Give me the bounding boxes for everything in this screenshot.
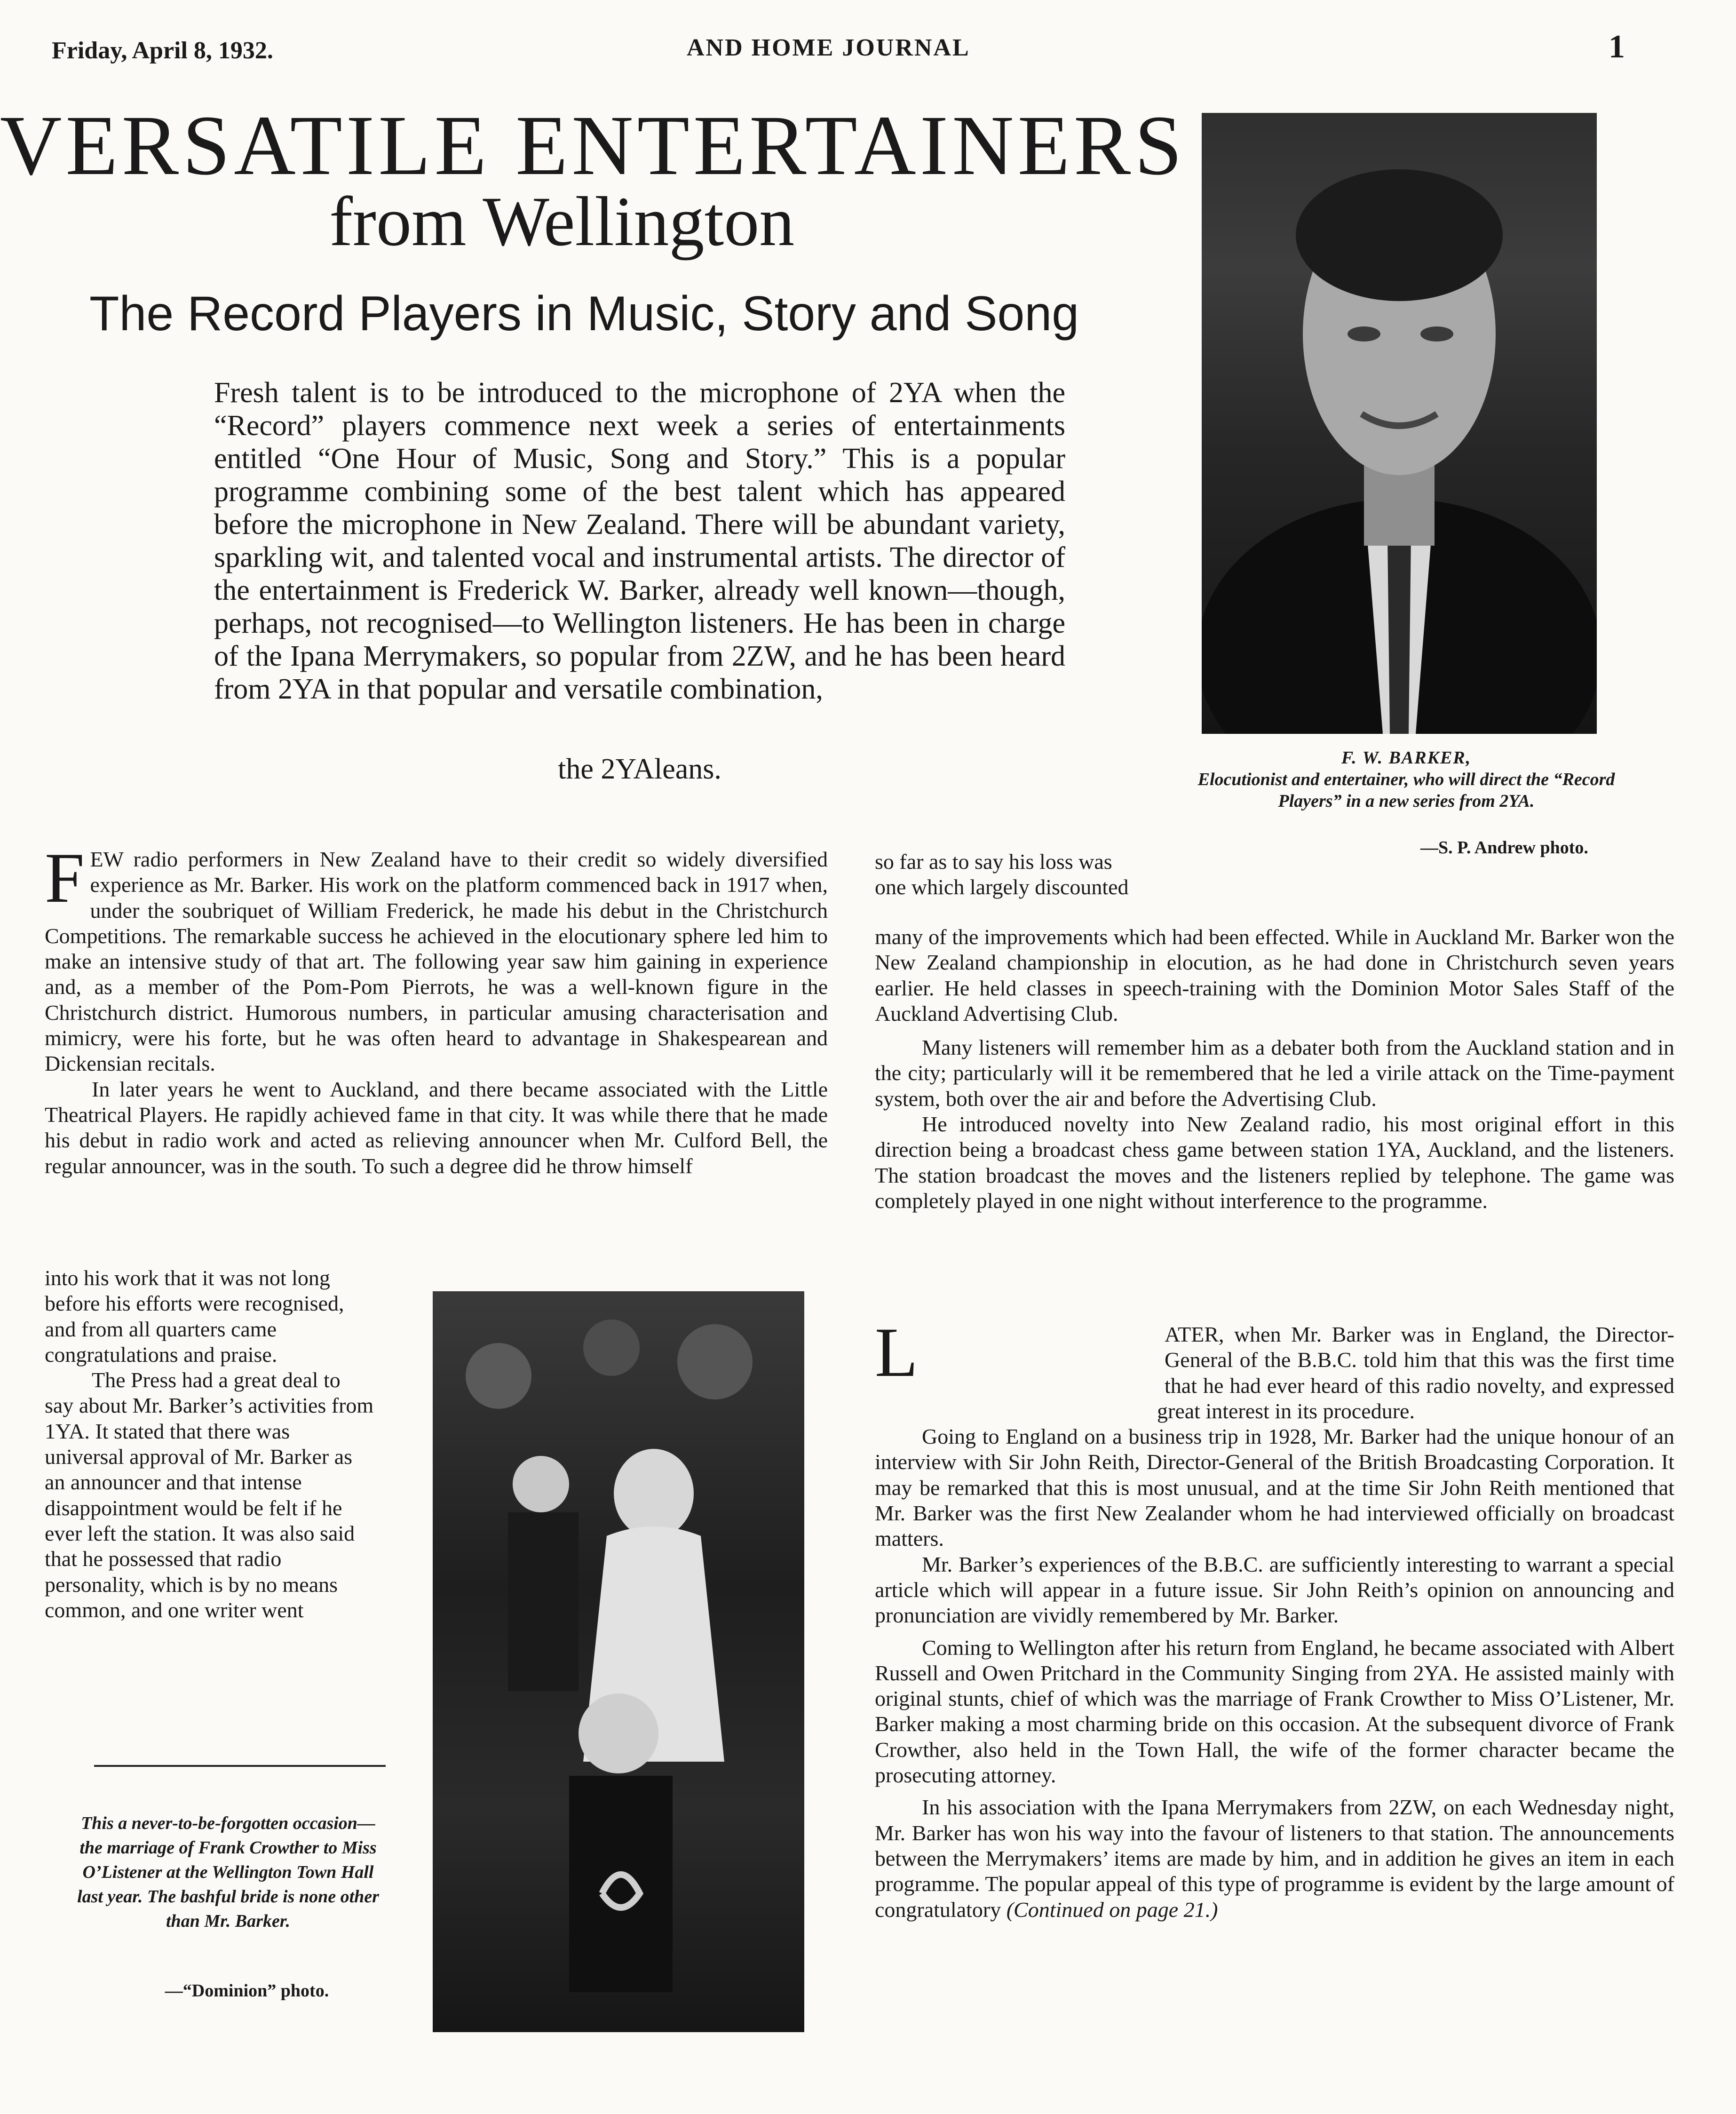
portrait-caption-text: Elocutionist and entertainer, who will direct the “Record Players” in a new series from 2YA. xyxy=(1197,770,1615,811)
article-column-left-narrow xyxy=(45,1265,374,1623)
portrait-credit: —S. P. Andrew photo. xyxy=(1420,838,1588,858)
continued-note: (Continued on page 21.) xyxy=(1006,1897,1218,1922)
article-paragraph-r4: ATER, when Mr. Barker was in England, the Director-General of the B.B.C. told him that this was the first time that he had ever heard of this radio novelty, and expressed great interest in its procedure. xyxy=(1157,1322,1674,1423)
drop-cap-f: F xyxy=(45,838,85,917)
headline-main: VERSATILE ENTERTAINERS xyxy=(0,98,1186,193)
issue-date: Friday, April 8, 1932. xyxy=(52,37,273,64)
article-paragraph-r6: Mr. Barker’s experiences of the B.B.C. are sufficiently interesting to warrant a special article which will appear in a future issue. Sir John Reith’s opinion on announcing and pronunciation are vividly remembered by Mr. Barker. xyxy=(875,1552,1674,1628)
portrait-photo xyxy=(1202,113,1597,734)
article-paragraph-2: In later years he went to Auckland, and there became associated with the Little Theatrical Players. He rapidly achieved fame in that city. It was while there that he made his debut in radio work and acted as relieving announcer when Mr. Culford Bell, the regular announcer, was in the south. To such a degree did he throw himself xyxy=(45,1077,828,1178)
article-column-right-bottom: L ATER, when Mr. Barker was in England, the Director-General of the B.B.C. told him that this was the first time that he had ever heard of this radio novelty, and expressed great interest in its procedure. Going to England on a business trip in 1928, Mr. Barker had the unique honour of an interview with Sir John Reith, Director-General of the British Broadcasting Corporation. It may be remarked that this is most unusual, and at the time Sir John Reith mentioned that Mr. Barker was the first New Zealander whom he had interviewed officially on broadcast matters. Mr. Barker’s experiences of the B.B.C. are sufficiently interesting to warrant a special article which will appear in a future issue. Sir John Reith’s opinion on announcing and pronunciation are vividly remembered by Mr. Barker. Coming to Wellington after his return from England, he became associated with Albert Russell and Owen Pritchard in the Community Singing from 2YA. He assisted mainly with original stunts, chief of which was the marriage of Frank Crowther to Miss O’Listener, Mr. Barker making a most charming bride on this occasion. At the subsequent divorce of Frank Crowther, also held in the Town Hall, the wife of the former character became the prosecuting attorney. In his association with the Ipana Merrymakers from 2ZW, on each Wednesday night, Mr. Barker has won his way into the favour of listeners to that station. The announcements between the Merrymakers’ items are made by him, and in addition he gives an item in each programme. The popular appeal of this type of programme is evident by the large amount of congratulatory (Continued on page 21.) xyxy=(875,1313,1674,1922)
article-right-short: so far as to say his loss was one which largely discounted xyxy=(875,850,1129,899)
headline-sub: from Wellington xyxy=(329,183,795,261)
article-paragraph-3: The Press had a great deal to say about Mr. Barker’s activities from 1YA. It stated that there was universal approval of Mr. Barker as an announcer and that intense disappointment would be felt if he ever left the station. It was also said that he possessed that radio personality, which is by no means common, and one writer went xyxy=(45,1368,374,1622)
article-paragraph-r8: In his association with the Ipana Merrymakers from 2ZW, on each Wednesday night, Mr. Barker has won his way into the favour of listeners to that station. The announcements between the Merrymakers’ items are made by him, and in addition he gives an item in each programme. The popular appeal of this type of programme is evident by the large amount of congratulatory xyxy=(875,1795,1674,1922)
intro-paragraph: Fresh talent is to be introduced to the microphone of 2YA when the “Record” players commence next week a series of entertainments entitled “One Hour of Music, Song and Story.” This is a popular programme combining some of the best talent which has appeared before the microphone in New Zealand. There will be abundant variety, sparkling wit, and talented vocal and instrumental artists. The director of the entertainment is Frederick W. Barker, already well known—though, perhaps, not recognised—to Wellington listeners. He has been in charge of the Ipana Merrymakers, so popular from 2ZW, and he has been heard from 2YA in that popular and versatile combination, xyxy=(214,377,1065,705)
journal-name: AND HOME JOURNAL xyxy=(687,34,970,61)
caption-divider xyxy=(94,1765,386,1767)
article-paragraph-r3: He introduced novelty into New Zealand radio, his most original effort in this direction being a broadcast chess game between station 1YA, Auckland, and the listeners. The station broadcast the moves and the listeners replied by telephone. The game was completely played in one night without interference to the programme. xyxy=(875,1112,1674,1213)
article-paragraph-1: EW radio performers in New Zealand have to their credit so widely diversified experience as Mr. Barker. His work on the platform commenced back in 1917 when, under the soubriquet of William Frederick, he made his debut in the Christchurch Competitions. The remarkable success he achieved in the elocutionary sphere led him to make an intensive study of that art. The following year saw him gaining in experience and, as a member of the Pom-Pom Pierrots, he was a well-known figure in the Christchurch district. Humorous numbers, in particular amusing characterisation and mimicry, were his forte, but he was often heard to advantage in Shakespearean and Dickensian recitals. xyxy=(45,847,828,1076)
portrait-caption xyxy=(1195,747,1618,812)
article-paragraph-2-cont: into his work that it was not long before his efforts were recognised, and from all quarters came congratulations and praise. xyxy=(45,1266,344,1367)
page-number: 1 xyxy=(1609,29,1625,65)
article-paragraph-r7: Coming to Wellington after his return from England, he became associated with Albert Russell and Owen Pritchard in the Community Singing from 2YA. He assisted mainly with original stunts, chief of which was the marriage of Frank Crowther to Miss O’Listener, Mr. Barker making a most charming bride on this occasion. At the subsequent divorce of Frank Crowther, also held in the Town Hall, the wife of the former character became the prosecuting attorney. xyxy=(875,1635,1674,1788)
article-paragraph-r5: Going to England on a business trip in 1928, Mr. Barker had the unique honour of an interview with Sir John Reith, Director-General of the British Broadcasting Corporation. It may be remarked that this is most unusual, and at the time Sir John Reith mentioned that Mr. Barker was the first New Zealander whom he had interviewed officially on broadcast matters. xyxy=(875,1424,1674,1551)
article-column-left-top xyxy=(45,838,828,1179)
article-column-right-top xyxy=(875,924,1674,1214)
wedding-credit: —“Dominion” photo. xyxy=(165,1981,329,2001)
wedding-illustration xyxy=(433,1291,804,2032)
headline-subtitle: The Record Players in Music, Story and Song xyxy=(89,286,1079,341)
portrait-name: F. W. BARKER, xyxy=(1341,748,1472,768)
portrait-illustration xyxy=(1202,113,1597,734)
article-paragraph-r1: many of the improvements which had been effected. While in Auckland Mr. Barker won the New Zealand championship in elocution, as he had done in Christchurch seven years earlier. He held classes in speech-training with the Dominion Motor Sales Staff of the Auckland Advertising Club. xyxy=(875,925,1674,1025)
wedding-caption: This a never-to-be-forgotten occasion—the marriage of Frank Crowther to Miss O’Listener at the Wellington Town Hall last year. The bashful bride is none other than Mr. Barker. xyxy=(77,1813,379,1931)
intro-paragraph-end: the 2YAleans. xyxy=(558,753,721,785)
wedding-photo xyxy=(433,1291,804,2032)
article-paragraph-r2: Many listeners will remember him as a debater both from the Auckland station and in the city; particularly will it be remembered that he led a virile attack on the Time-payment system, both over the air and before the Advertising Club. xyxy=(875,1035,1674,1111)
